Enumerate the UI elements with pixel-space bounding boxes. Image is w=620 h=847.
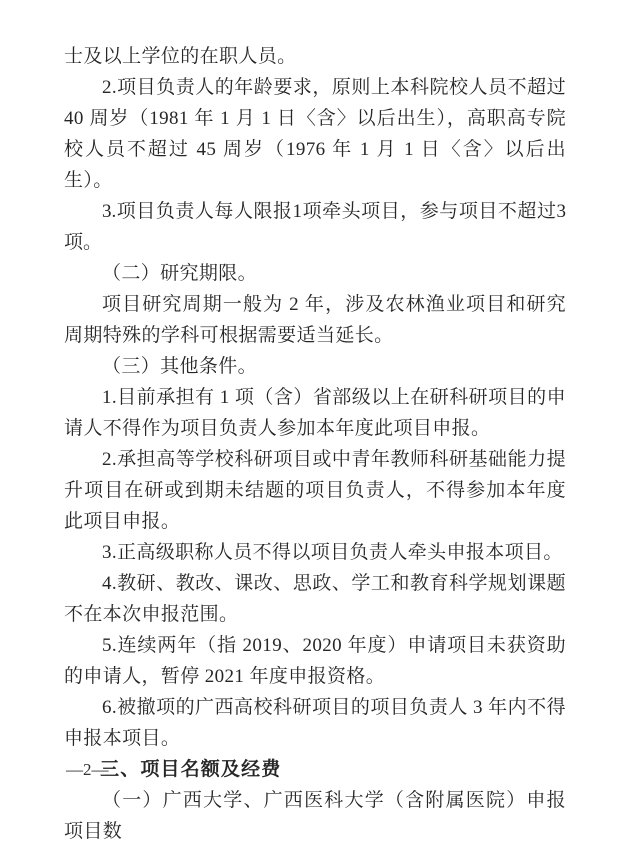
para-condition-2: 2.承担高等学校科研项目或中青年教师科研基础能力提升项目在研或到期未结题的项目负责人，不得参加本年度此项目申报。 xyxy=(64,449,566,532)
para-clause-2-age: 2.项目负责人的年龄要求，原则上本科院校人员不超过 40 周岁（1981 年 1 月 1 日〈含〉以后出生），高职高专院校人员不超过 45 周岁（1976 年 1 月 1 日〈含〉以后出生）。 xyxy=(64,77,566,191)
para-condition-3: 3.正高级职称人员不得以项目负责人牵头申报本项目。 xyxy=(102,542,563,563)
para-continuation: 士及以上学位的在职人员。 xyxy=(64,46,297,67)
section-heading-quota-funding: 三、项目名额及经费 xyxy=(100,759,282,780)
para-condition-6: 6.被撤项的广西高校科研项目的项目负责人 3 年内不得申报本项目。 xyxy=(64,697,566,749)
section-heading-other-conditions: （三）其他条件。 xyxy=(102,356,258,377)
para-condition-5: 5.连续两年（指 2019、2020 年度）申请项目未获资助的申请人，暂停 2021 年度申报资格。 xyxy=(64,635,566,687)
para-clause-3-limit: 3.项目负责人每人限报1项牵头项目，参与项目不超过3项。 xyxy=(64,201,566,253)
para-condition-4: 4.教研、教改、课改、思政、学工和教育科学规划课题不在本次申报范围。 xyxy=(64,573,566,625)
section-heading-research-period: （二）研究期限。 xyxy=(102,263,258,284)
para-condition-1: 1.目前承担有 1 项（含）省部级以上在研科研项目的申请人不得作为项目负责人参加本年度此项目申报。 xyxy=(64,387,566,439)
para-research-period: 项目研究周期一般为 2 年，涉及农林渔业项目和研究周期特殊的学科可根据需要适当延长。 xyxy=(64,294,566,346)
para-quota-intro: （一）广西大学、广西医科大学（含附属医院）申报项目数 xyxy=(64,790,566,842)
page-number: —2— xyxy=(66,760,109,779)
document-body xyxy=(64,41,566,847)
